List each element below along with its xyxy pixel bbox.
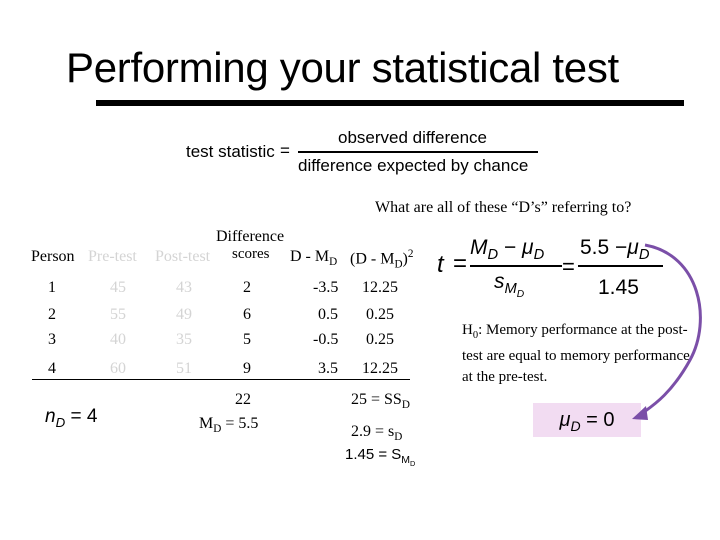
t-numerator-2: $5.5 -\mu_D$: [580, 236, 650, 264]
difference-header: Difference: [216, 228, 285, 245]
t-symbol: t: [437, 251, 444, 278]
question-text: What are all of these “D’s” referring to?: [375, 199, 632, 216]
header-squared: $(D - M_D)^2$: [350, 248, 414, 271]
row3-difference: 5: [243, 331, 251, 348]
row4-squared: 12.25: [362, 360, 398, 377]
row4-person: 4: [48, 360, 56, 377]
t-equals-1: =: [453, 250, 468, 277]
header-scores: scores: [232, 246, 270, 262]
row2-squared: 0.25: [366, 306, 394, 323]
formula-lhs: test statistic: [186, 142, 275, 161]
formula-numerator: observed difference: [338, 128, 488, 147]
row2-posttest: 49: [176, 306, 192, 323]
formula-denominator: difference expected by chance: [298, 156, 529, 175]
t-denominator: $s_{M_D}$: [494, 270, 525, 301]
mean-difference: $M_D = 5.5$: [199, 415, 259, 436]
standard-deviation: $2.9 = s_D$: [351, 423, 403, 444]
row2-difference: 6: [243, 306, 251, 323]
t-denominator-2: 1.45: [598, 276, 639, 299]
null-hypothesis-callout: $\mu_D = 0$: [533, 403, 641, 437]
row2-person: 2: [48, 306, 56, 323]
sample-size: $n_D = 4$: [45, 406, 98, 430]
header-pretest: Pre-test: [88, 248, 137, 265]
header-posttest: Post-test: [155, 248, 211, 265]
row4-posttest: 51: [176, 360, 192, 377]
sum-of-squares: $25 = SS_D$: [351, 391, 410, 412]
header-person: Person: [31, 248, 75, 265]
row2-deviation: 0.5: [318, 306, 338, 323]
hypothesis-text: $H_0$: Memory performance at the post-test are equal to memory performance at the pre-test.: [462, 322, 690, 385]
row1-deviation: -3.5: [313, 279, 339, 296]
row1-difference: 2: [243, 279, 251, 296]
t-numerator: $M_D - \mu_D$: [470, 236, 545, 264]
formula-equals: =: [280, 141, 290, 160]
row1-posttest: 43: [176, 279, 192, 296]
standard-error: $1.45 = S_{M_D}$: [345, 446, 416, 469]
header-deviation: D - $M_D$: [290, 248, 338, 269]
row3-person: 3: [48, 331, 56, 348]
row2-pretest: 55: [110, 306, 126, 323]
row4-difference: 9: [243, 360, 251, 377]
row4-deviation: 3.5: [318, 360, 338, 377]
t-equals-2: =: [562, 254, 575, 279]
page-title: Performing your statistical test: [66, 44, 619, 91]
row3-deviation: -0.5: [313, 331, 339, 348]
row3-posttest: 35: [176, 331, 192, 348]
row3-pretest: 40: [110, 331, 126, 348]
sum-difference: 22: [235, 391, 251, 408]
row3-squared: 0.25: [366, 331, 394, 348]
row4-pretest: 60: [110, 360, 126, 377]
row1-squared: 12.25: [362, 279, 398, 296]
row1-pretest: 45: [110, 279, 126, 296]
row1-person: 1: [48, 279, 56, 296]
